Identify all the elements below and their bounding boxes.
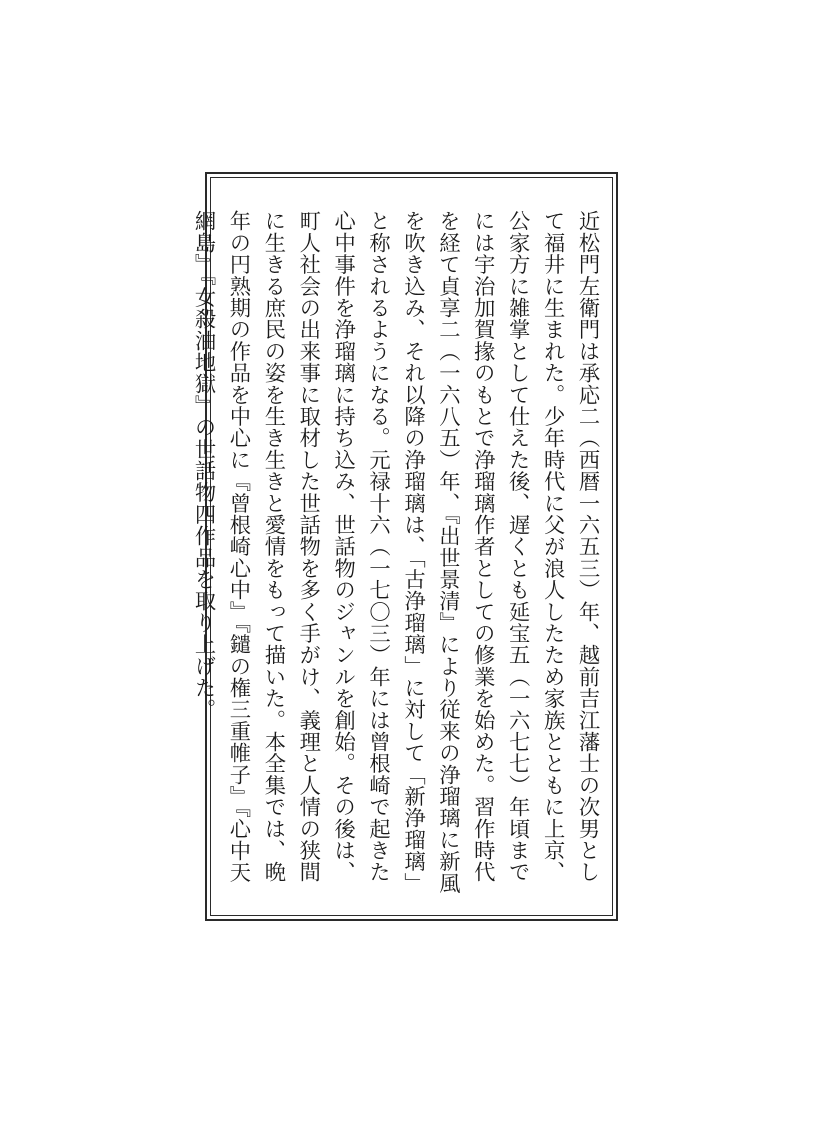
vertical-text-block	[191, 210, 604, 900]
body-paragraph: 近松門左衛門は承応二（西暦一六五三）年、越前吉江藩士の次男として福井に生まれた。少年時代に父が浪人したため家族とともに上京、公家方に雑掌として仕えた後、遅くとも延宝五（一六七七）年頃までには宇治加賀掾のもとで浄瑠璃作者としての修業を始めた。習作時代を経て貞享二（一六八五）年、『出世景清』により従来の浄瑠璃に新風を吹き込み、それ以降の浄瑠璃は、「古浄瑠璃」に対して「新浄瑠璃」と称されるようになる。元禄十六（一七〇三）年には曾根崎で起きた心中事件を浄瑠璃に持ち込み、世話物のジャンルを創始。その後は、町人社会の出来事に取材した世話物を多く手がけ、義理と人情の狭間に生きる庶民の姿を生き生きと愛情をもって描いた。本全集では、晩年の円熟期の作品を中心に『曾根崎心中』『鑓の権三重帷子』『心中天網島』『女殺油地獄』の世話物四作品を取り上げた。	[191, 210, 600, 894]
